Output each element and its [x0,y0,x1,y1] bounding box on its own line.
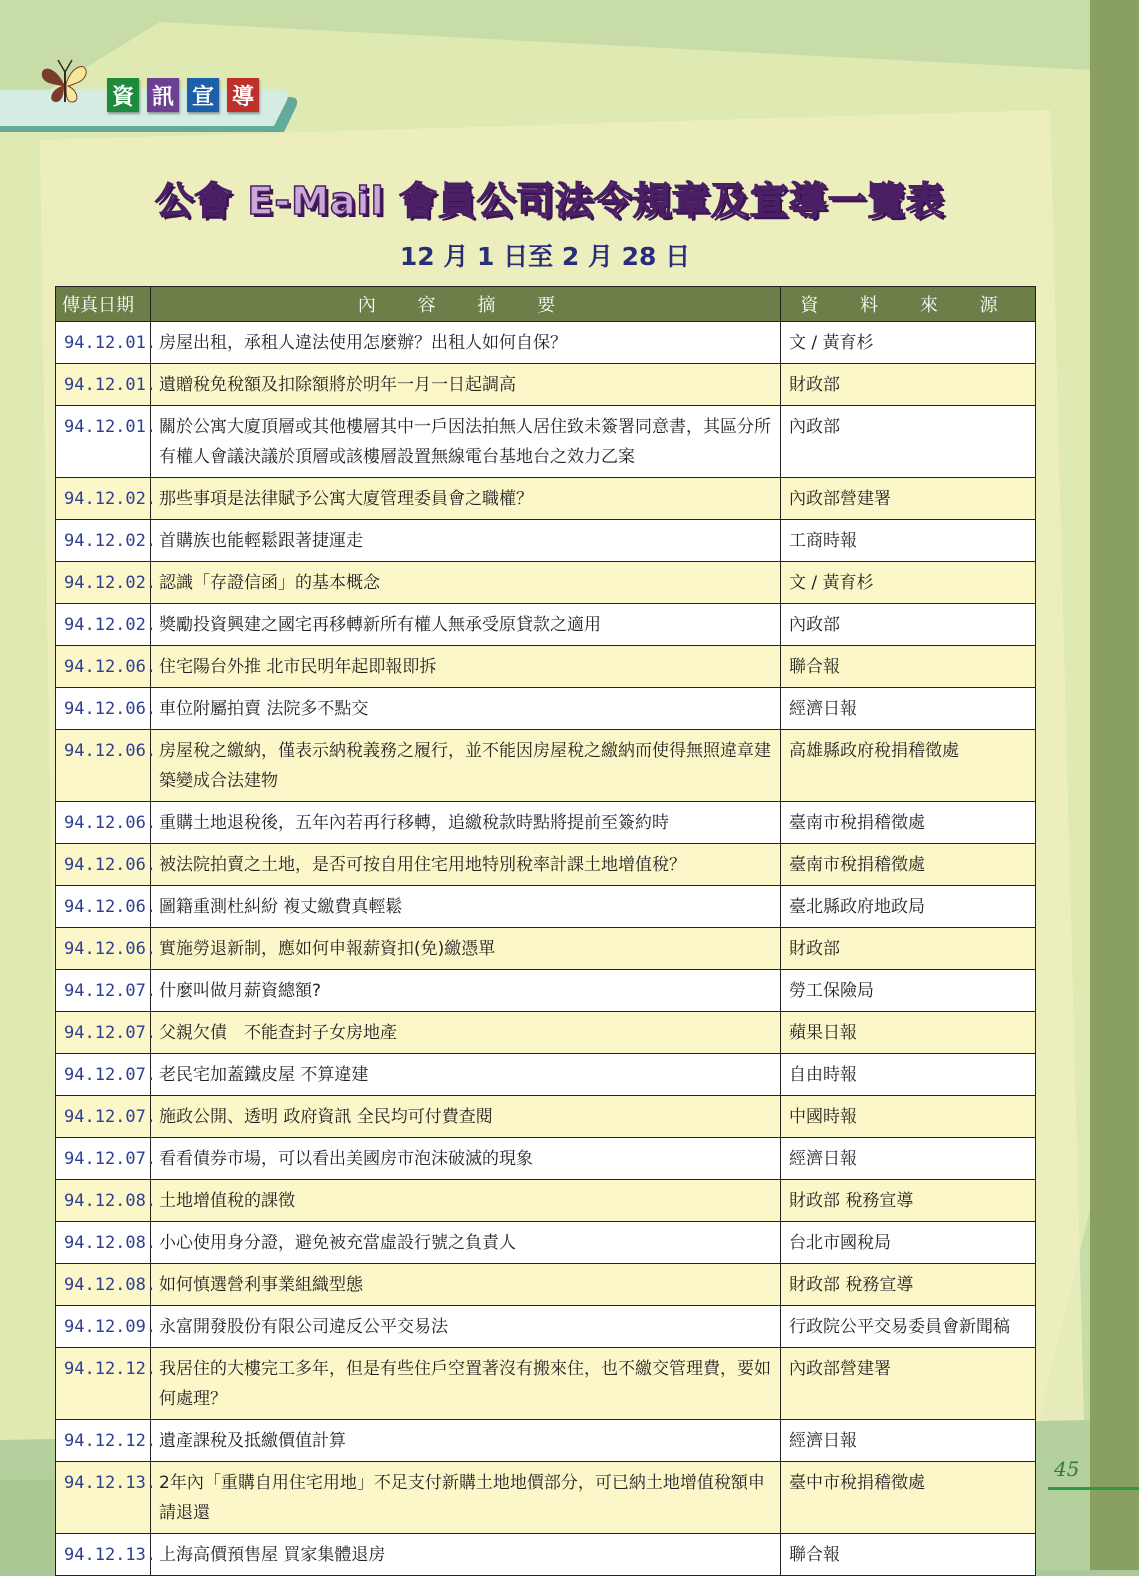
date-range-subtitle: 12 月 1 日至 2 月 28 日 [399,242,691,271]
row-source: 財政部 [781,364,1036,406]
row-source: 台北市國稅局 [781,1222,1036,1264]
row-content: 關於公寓大廈頂層或其他樓層其中一戶因法拍無人居住致未簽署同意書，其區分所有權人會議決議於頂層或該樓層設置無線電台基地台之效力乙案 [151,406,781,478]
page-title: 公會 E-Mail 會員公司法令規章及宣導一覽表 [155,179,945,223]
row-date: 94.12.06. [56,802,151,844]
row-date: 94.12.08. [56,1264,151,1306]
row-source: 內政部營建署 [781,1348,1036,1420]
badge-tile-3: 宣 [187,78,219,112]
row-source: 內政部 [781,406,1036,478]
row-content: 重購土地退稅後，五年內若再行移轉，追繳稅款時點將提前至簽約時 [151,802,781,844]
row-date: 94.12.06. [56,730,151,802]
row-content: 上海高價預售屋 買家集體退房 [151,1534,781,1576]
row-source: 聯合報 [781,1534,1036,1576]
row-source: 蘋果日報 [781,1012,1036,1054]
row-source: 勞工保險局 [781,970,1036,1012]
table-row [56,688,1036,730]
row-date: 94.12.07. [56,1054,151,1096]
row-date: 94.12.02. [56,562,151,604]
page-number: 45 [1054,1457,1080,1481]
announcement-table [55,286,1036,1576]
row-source: 內政部 [781,604,1036,646]
row-content: 什麼叫做月薪資總額? [151,970,781,1012]
row-content: 遺贈稅免稅額及扣除額將於明年一月一日起調高 [151,364,781,406]
table-row [56,802,1036,844]
badge-tile-2: 訊 [147,78,179,112]
row-source: 工商時報 [781,520,1036,562]
row-source: 文 / 黃育杉 [781,322,1036,364]
table-row [56,844,1036,886]
page-number-underline [1048,1487,1139,1490]
row-content: 住宅陽台外推 北市民明年起即報即拆 [151,646,781,688]
row-date: 94.12.12. [56,1420,151,1462]
row-date: 94.12.07. [56,1012,151,1054]
badge-tile-4: 導 [227,78,259,112]
row-source: 臺南市稅捐稽徵處 [781,802,1036,844]
row-source: 財政部 稅務宣導 [781,1264,1036,1306]
row-content: 遺產課稅及抵繳價值計算 [151,1420,781,1462]
row-date: 94.12.07. [56,970,151,1012]
row-date: 94.12.01. [56,322,151,364]
table-row [56,364,1036,406]
table-row [56,562,1036,604]
row-date: 94.12.06. [56,886,151,928]
table-row [56,1534,1036,1576]
row-content: 實施勞退新制，應如何申報薪資扣(免)繳憑單 [151,928,781,970]
right-edge-strip [1090,0,1139,1570]
header-date: 傳真日期 [56,287,151,322]
row-source: 內政部營建署 [781,478,1036,520]
row-content: 獎勵投資興建之國宅再移轉新所有權人無承受原貸款之適用 [151,604,781,646]
row-date: 94.12.01. [56,406,151,478]
section-badge [107,78,259,112]
table-row [56,478,1036,520]
header-source: 資 料 來 源 [781,287,1036,322]
row-content: 認識「存證信函」的基本概念 [151,562,781,604]
table-row [56,1348,1036,1420]
row-source: 經濟日報 [781,688,1036,730]
row-date: 94.12.13. [56,1534,151,1576]
table-header-row [56,287,1036,322]
row-date: 94.12.02. [56,478,151,520]
row-date: 94.12.06. [56,928,151,970]
table-row [56,730,1036,802]
row-content: 小心使用身分證，避免被充當虛設行號之負責人 [151,1222,781,1264]
header-content: 內 容 摘 要 [151,287,781,322]
row-source: 行政院公平交易委員會新聞稿 [781,1306,1036,1348]
row-date: 94.12.06. [56,844,151,886]
row-content: 房屋出租，承租人違法使用怎麼辦？出租人如何自保？ [151,322,781,364]
row-source: 財政部 稅務宣導 [781,1180,1036,1222]
row-source: 臺南市稅捐稽徵處 [781,844,1036,886]
row-date: 94.12.01. [56,364,151,406]
table-row [56,646,1036,688]
row-content: 土地增值稅的課徵 [151,1180,781,1222]
butterfly-icon [36,58,92,108]
row-date: 94.12.06. [56,688,151,730]
row-date: 94.12.02. [56,520,151,562]
table-row [56,520,1036,562]
row-date: 94.12.06. [56,646,151,688]
row-content: 被法院拍賣之土地，是否可按自用住宅用地特別稅率計課土地增值稅？ [151,844,781,886]
table-row [56,1054,1036,1096]
row-source: 文 / 黃育杉 [781,562,1036,604]
row-content: 車位附屬拍賣 法院多不點交 [151,688,781,730]
table-row [56,886,1036,928]
row-content: 如何慎選營利事業組織型態 [151,1264,781,1306]
row-date: 94.12.07. [56,1138,151,1180]
row-content: 房屋稅之繳納，僅表示納稅義務之履行，並不能因房屋稅之繳納而使得無照違章建築變成合法建物 [151,730,781,802]
row-date: 94.12.12. [56,1348,151,1420]
badge-tile-1: 資 [107,78,139,112]
row-content: 父親欠債 不能查封子女房地產 [151,1012,781,1054]
row-content: 那些事項是法律賦予公寓大廈管理委員會之職權？ [151,478,781,520]
row-source: 高雄縣政府稅捐稽徵處 [781,730,1036,802]
table-row [56,406,1036,478]
row-source: 經濟日報 [781,1138,1036,1180]
table-row [56,1222,1036,1264]
row-source: 臺中市稅捐稽徵處 [781,1462,1036,1534]
table-body [56,322,1036,1576]
row-date: 94.12.07. [56,1096,151,1138]
row-content: 施政公開、透明 政府資訊 全民均可付費查閱 [151,1096,781,1138]
row-source: 中國時報 [781,1096,1036,1138]
row-date: 94.12.09. [56,1306,151,1348]
table-row [56,1420,1036,1462]
row-source: 臺北縣政府地政局 [781,886,1036,928]
row-content: 永富開發股份有限公司違反公平交易法 [151,1306,781,1348]
table-row [56,1180,1036,1222]
row-content: 我居住的大樓完工多年，但是有些住戶空置著沒有搬來住，也不繳交管理費，要如何處理？ [151,1348,781,1420]
row-source: 財政部 [781,928,1036,970]
row-content: 老民宅加蓋鐵皮屋 不算違建 [151,1054,781,1096]
row-date: 94.12.02. [56,604,151,646]
table-row [56,1096,1036,1138]
table-row [56,322,1036,364]
row-source: 聯合報 [781,646,1036,688]
row-source: 自由時報 [781,1054,1036,1096]
table-row [56,1138,1036,1180]
row-date: 94.12.08. [56,1180,151,1222]
row-date: 94.12.13. [56,1462,151,1534]
table-row [56,1264,1036,1306]
table-row [56,1462,1036,1534]
row-content: 圖籍重測杜糾紛 複丈繳費真輕鬆 [151,886,781,928]
table-row [56,604,1036,646]
row-content: 2年內「重購自用住宅用地」不足支付新購土地地價部分，可已納土地增值稅額申請退還 [151,1462,781,1534]
row-content: 首購族也能輕鬆跟著捷運走 [151,520,781,562]
table-row [56,928,1036,970]
table-row [56,1012,1036,1054]
table-row [56,970,1036,1012]
row-content: 看看債券市場，可以看出美國房市泡沫破滅的現象 [151,1138,781,1180]
table-row [56,1306,1036,1348]
row-source: 經濟日報 [781,1420,1036,1462]
row-date: 94.12.08. [56,1222,151,1264]
